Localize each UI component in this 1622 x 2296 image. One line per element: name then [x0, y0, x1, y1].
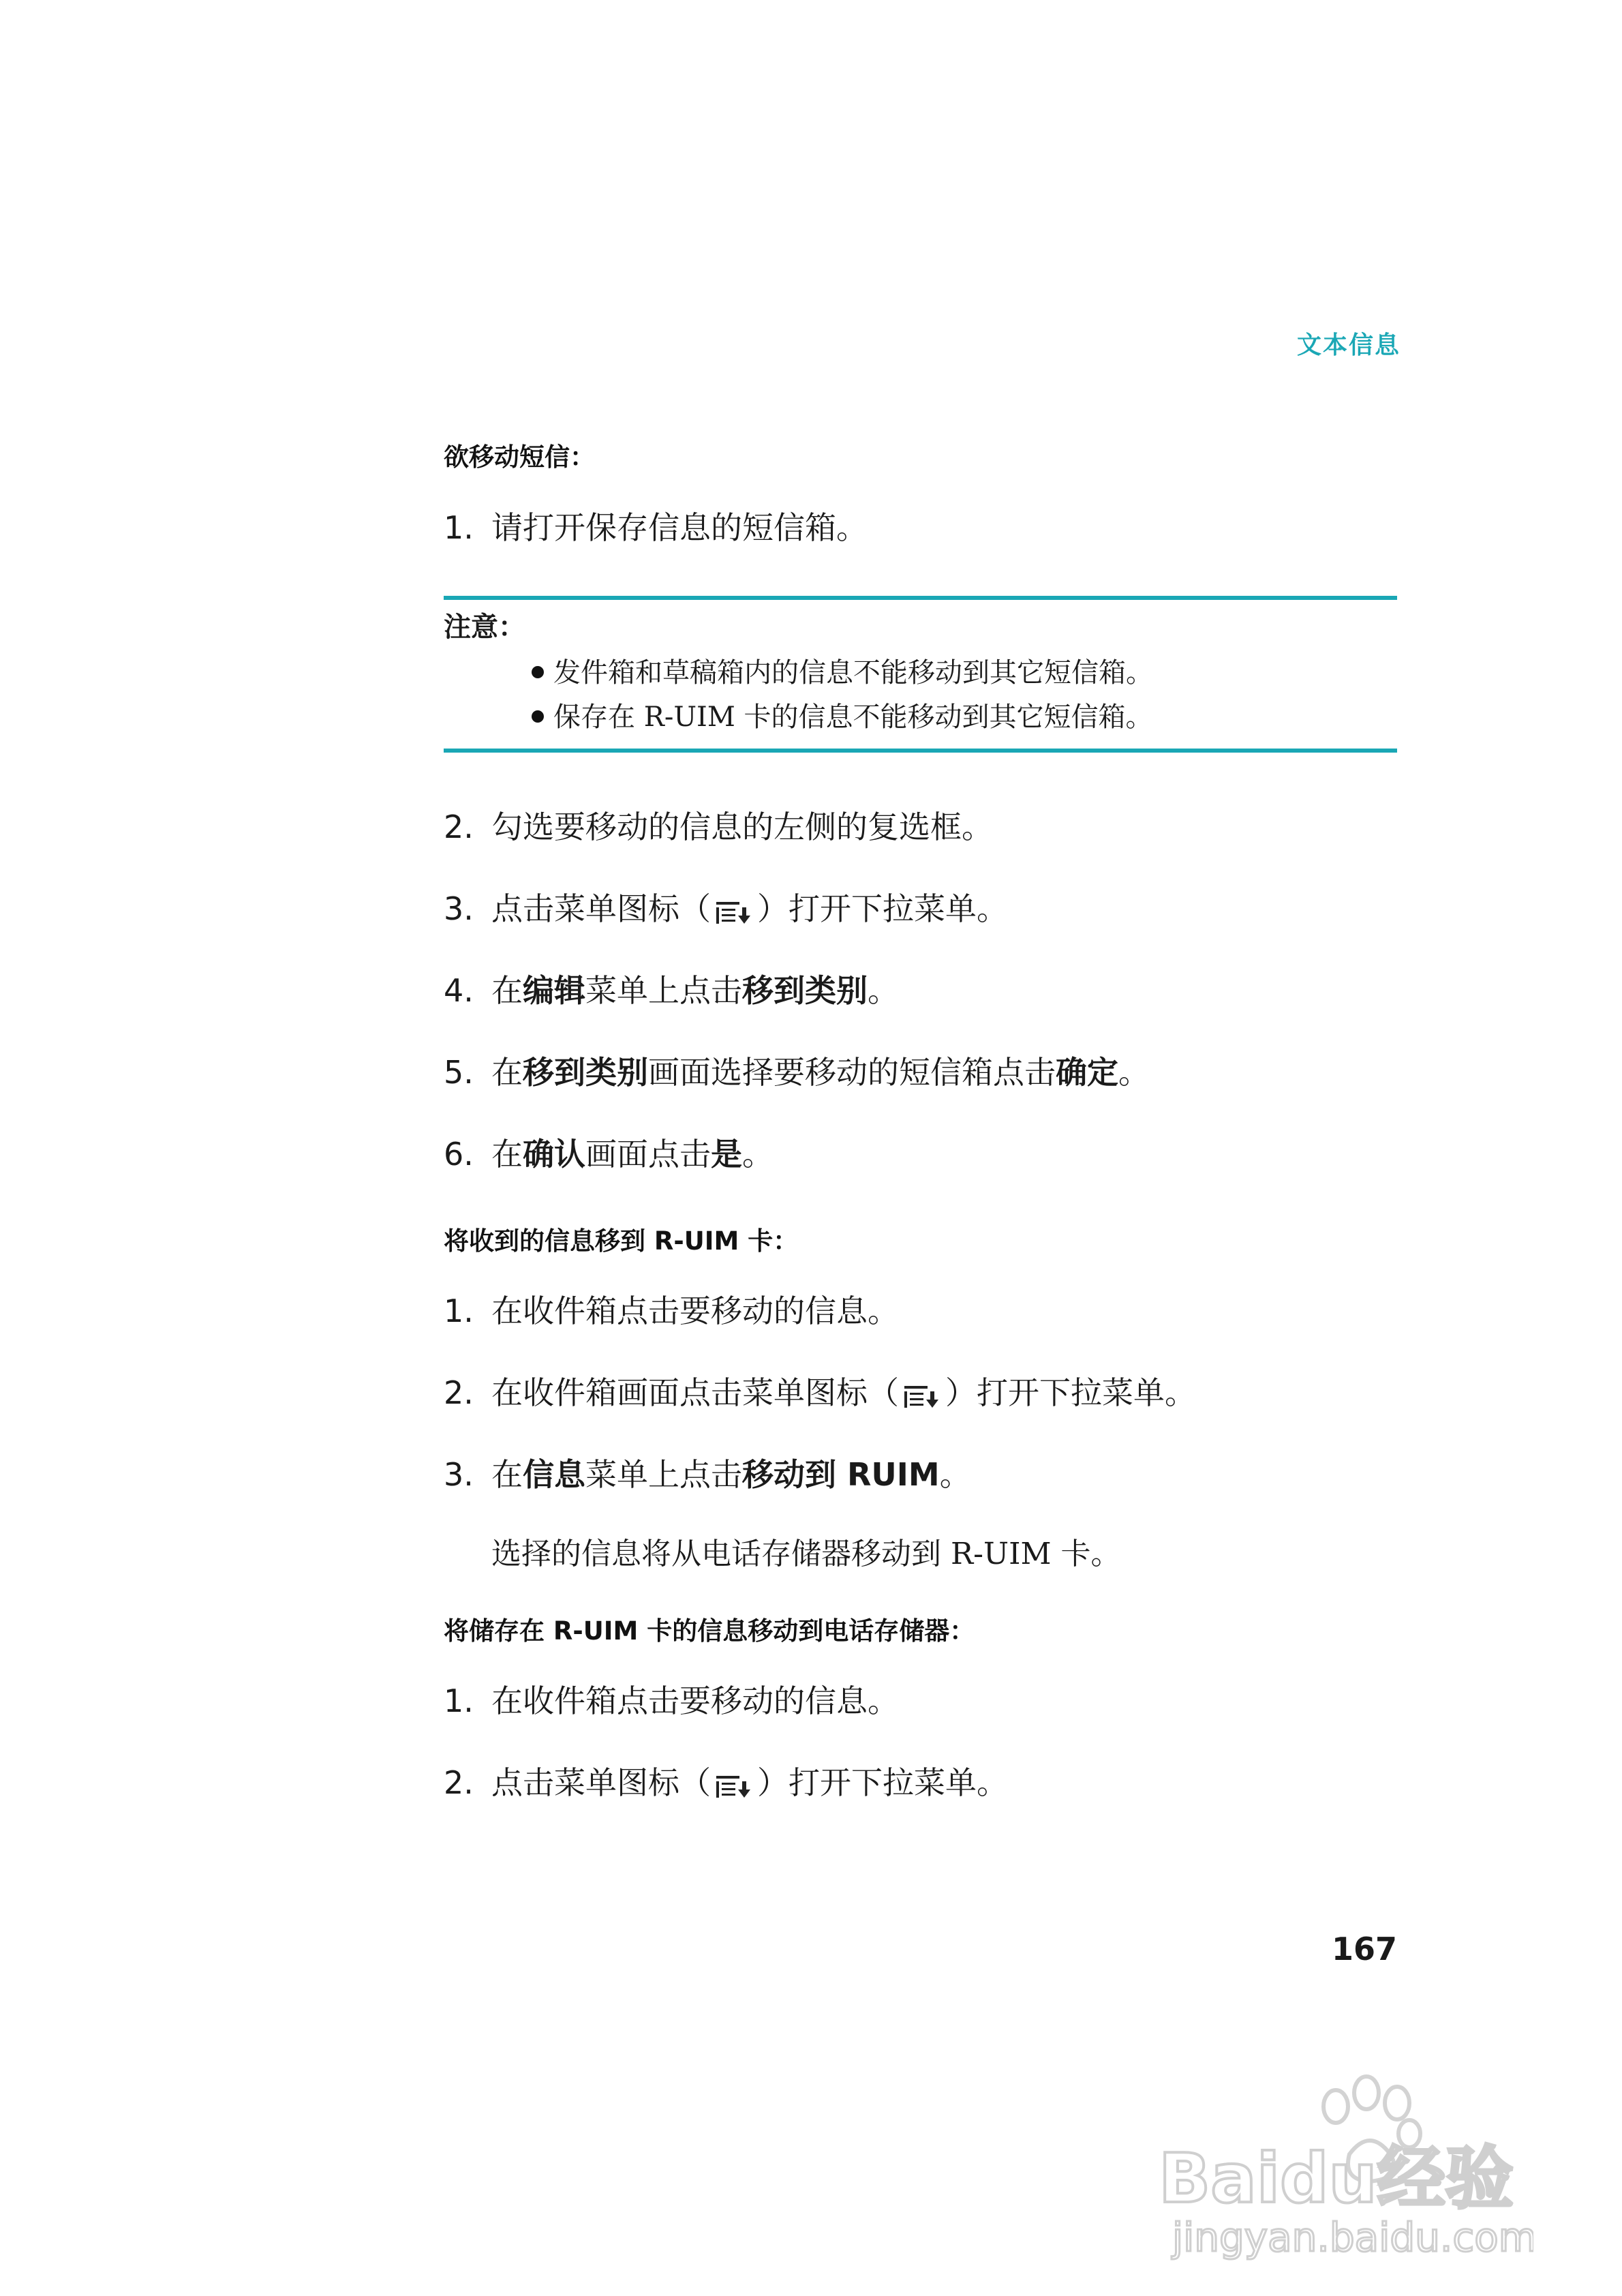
step-text: 在收件箱点击要移动的信息。 [491, 1293, 899, 1329]
note-top-rule [444, 596, 1397, 600]
step-text: 勾选要移动的信息的左侧的复选框。 [491, 809, 993, 845]
step-text: 请打开保存信息的短信箱。 [491, 509, 868, 546]
step-number: 4. [444, 972, 474, 1009]
step-text-post: ）打开下拉菜单。 [945, 1374, 1196, 1411]
step-number: 3. [444, 890, 474, 927]
note-bullet [532, 651, 1153, 690]
menu-name-edit: 编辑 [523, 972, 585, 1009]
note-title: 注意： [444, 611, 525, 643]
step-tap-menu-icon [444, 1762, 1008, 1803]
step-text: 在 [491, 1456, 523, 1493]
step-number: 5. [444, 1054, 474, 1091]
step-inbox-menu-icon [444, 1372, 1196, 1413]
step-open-mailbox [444, 507, 868, 548]
step-select-mailbox [444, 1052, 1150, 1093]
step-text: 。 [1118, 1054, 1150, 1091]
step-text-post: ）打开下拉菜单。 [757, 890, 1008, 927]
option-move-category: 移到类别 [742, 972, 868, 1009]
heading-move-messages: 欲移动短信： [444, 442, 595, 472]
option-move-to-ruim: 移动到 RUIM [742, 1456, 940, 1493]
screen-move-category: 移到类别 [523, 1054, 648, 1091]
bullet-dot [532, 666, 544, 678]
step-text-pre: 点击菜单图标（ [491, 1764, 711, 1801]
step-text: 在收件箱点击要移动的信息。 [491, 1682, 899, 1719]
step-result-text: 选择的信息将从电话存储器移动到 R-UIM 卡。 [491, 1537, 1121, 1571]
svg-text:jingyan.baidu.com: jingyan.baidu.com [1172, 2214, 1533, 2261]
menu-name-message: 信息 [523, 1456, 585, 1493]
step-text: 在 [491, 972, 523, 1009]
step-text: 。 [742, 1136, 774, 1173]
step-text: 在 [491, 1136, 523, 1173]
bullet-dot [532, 710, 544, 723]
step-tap-message [444, 1680, 899, 1721]
page-number: 167 [1331, 1931, 1397, 1967]
heading-move-to-phone: 将储存在 R-UIM 卡的信息移动到电话存储器： [444, 1616, 975, 1646]
step-tap-message [444, 1290, 899, 1331]
step-number: 1. [444, 1293, 474, 1329]
svg-text:Baidu经验: Baidu经验 [1159, 2139, 1514, 2218]
step-text-pre: 在收件箱画面点击菜单图标（ [491, 1374, 899, 1411]
step-number: 3. [444, 1456, 474, 1493]
step-text: 菜单上点击 [585, 1456, 742, 1493]
step-text-post: ）打开下拉菜单。 [757, 1764, 1008, 1801]
step-number: 6. [444, 1136, 474, 1173]
note-bullet-text: 保存在 R-UIM 卡的信息不能移动到其它短信箱。 [553, 701, 1153, 733]
heading-move-to-ruim: 将收到的信息移到 R-UIM 卡： [444, 1226, 799, 1256]
step-move-to-ruim [444, 1454, 971, 1495]
menu-icon [903, 1379, 941, 1406]
step-text: 在 [491, 1054, 523, 1091]
section-header: 文本信息 [1296, 331, 1401, 359]
note-bullet-text: 发件箱和草稿箱内的信息不能移动到其它短信箱。 [553, 657, 1153, 689]
note-bullet [532, 695, 1153, 734]
step-text: 画面选择要移动的短信箱点击 [648, 1054, 1056, 1091]
step-number: 2. [444, 809, 474, 845]
option-ok: 确定 [1056, 1054, 1118, 1091]
screen-confirm: 确认 [523, 1136, 585, 1173]
step-number: 2. [444, 1374, 474, 1411]
step-check-box [444, 806, 993, 847]
menu-icon [715, 1769, 753, 1796]
step-text: 。 [868, 972, 899, 1009]
note-bottom-rule [444, 749, 1397, 753]
step-number: 2. [444, 1764, 474, 1801]
baidu-watermark [1152, 2066, 1533, 2270]
step-text: 。 [939, 1456, 971, 1493]
step-edit-move-category [444, 970, 899, 1011]
option-yes: 是 [711, 1136, 742, 1173]
step-tap-menu-icon [444, 888, 1008, 929]
step-text-pre: 点击菜单图标（ [491, 890, 711, 927]
step-text: 画面点击 [585, 1136, 711, 1173]
step-confirm-yes [444, 1134, 774, 1175]
step-number: 1. [444, 509, 474, 546]
menu-icon [715, 895, 753, 922]
step-number: 1. [444, 1682, 474, 1719]
step-text: 菜单上点击 [585, 972, 742, 1009]
